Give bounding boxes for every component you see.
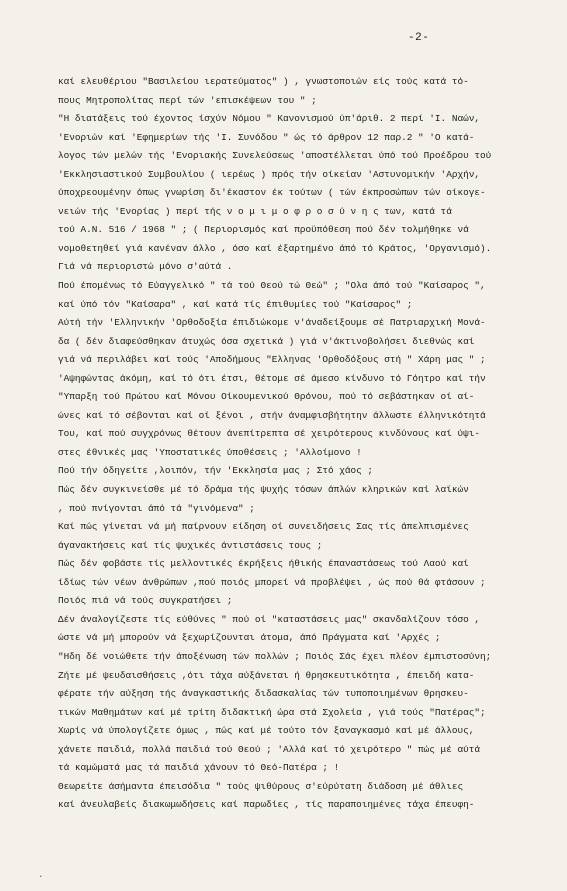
text-line: ώνες καί τό σέβονται καί οί ξένοι , στήν άναμφισβήτητην άλλωστε έλληνικότητά: [58, 409, 486, 421]
text-line: 'Αψηφώντας άκόμη, καί τό ότι έτσι, θέτομε σέ άμεσο κίνδυνο τό Γόητρο καί τήν: [58, 372, 486, 384]
text-line: Γιά νά περιοριστώ μόνο σ'αύτά .: [58, 261, 233, 273]
text-line: Πώς δέν συγκινείσθε μέ τό δράμα τής ψυχής τόσων άπλών κληρικών καί λαϊκών: [58, 484, 469, 496]
text-line: 'Ενοριών καί 'Εφημερίων τής 'Ι. Συνόδου " ώς τό άρθρον 12 παρ.2 " 'Ο κατά-: [58, 131, 475, 143]
text-line: Πώς δέν φοβάστε τίς μελλοντικές έκρήξεις ήθικής έπαναστάσεως τού Λαού καί: [58, 558, 469, 570]
text-line: Ποιός πιά νά τούς συγκρατήσει ;: [58, 595, 233, 607]
text-line: άγανακτήσεις καί τίς ψυχικές άντιστάσεις τους ;: [58, 539, 323, 551]
text-line: δα ( δέν διαφεύσθηκαν άτυχώς όσα σχετικά ) γιά ν'άκτινοβολήσει διεθνώς καί: [58, 335, 475, 347]
text-line: "Υπαρξη τού Πρώτου καί Μόνου Οίκουμενικού Θρόνου, πού τό σεβάστηκαν οί αί-: [58, 391, 475, 403]
text-line: γιά νά περιλάβει καί τούς 'Αποδήμους "Ελληνας 'Ορθοδόξους στή " Χάρη μας " ;: [58, 354, 486, 366]
text-line: ίδίως τών νέων άνθρώπων ,πού ποιός μπορεί νά προβλέψει , ώς πού θά φτάσουν ;: [58, 576, 486, 588]
margin-mark: ·: [38, 872, 44, 882]
text-line: Δέν άναλογίζεστε τίς εύθύνες " πού οί "καταστάσεις μας" σκανδαλίζουν τόσο ,: [58, 613, 480, 625]
text-line: λογος τών μελών τής 'Ενοριακής Συνελεύσεως 'αποστέλλεται ύπό τού Προέδρου τού: [58, 150, 492, 162]
text-line: Πού έπομένως τό Εύαγγελικό " τά τού Θεού τώ Θεώ" ; "Ολα άπό τού "Καίσαρος ",: [58, 280, 486, 292]
text-line: τά καμώματά μας τά παιδιά χάνουν τό Θεό-Πατέρα ; !: [58, 762, 340, 774]
document-body: [58, 73, 560, 815]
text-line: καί ύπό τόν "Καίσαρα" , καί κατά τίς έπιθυμίες τού "Καίσαρος" ;: [58, 298, 413, 310]
text-line: ύποχρεουμένην όπως γνωρίση δι'έκαστον έκ τούτων ( τών έκπροσώπων τών οίκογε-: [58, 187, 486, 199]
text-line: χάνετε παιδιά, πολλά παιδιά τού Θεού ; 'Αλλά καί τό χειρότερο " πώς μέ αύτά: [58, 743, 480, 755]
text-line: Χωρίς νά ύπολογίζετε όμως , πώς καί μέ τούτο τόν ξαναγκασμό καί μέ άλλους,: [58, 725, 475, 737]
text-line: Αύτή τήν 'Ελληνικήν 'Ορθοδοξία έπιδιώκομε ν'άναδείξουμε σέ Πατριαρχική Μονά-: [58, 317, 486, 329]
text-line: τικών Μαθημάτων καί μέ τρίτη διδακτική ώρα στά Σχολεία , γιά τούς "Πατέρας";: [58, 706, 486, 718]
text-line: νειών τής 'Ενορίας ) περί τής ν ο μ ι μ ο φ ρ ο σ ύ ν η ς των, κατά τά: [58, 205, 452, 217]
text-line: φέρατε τήν αύξηση τής άναγκαστικής διδασκαλίας τών τυποποιημένων θρησκευ-: [58, 688, 469, 700]
text-line: νομοθετηθεί γιά κανέναν άλλο , όσο καί έξαρτημένο άπό τό Κράτος, 'Οργανισμό).: [58, 242, 492, 254]
page-number: -2-: [408, 32, 430, 44]
text-line: Ζήτε μέ ψευδαισθήσεις ,ότι τάχα αύξάνεται ή θρησκευτικότητα , έπειδή κατα-: [58, 669, 475, 681]
text-line: Πού τήν όδηγείτε ,λοιπόν, τήν 'Εκκλησία μας ; Στό χάος ;: [58, 465, 374, 477]
text-line: καί άνευλαβείς διακωμωδήσεις καί παρωδίες , τίς παραποιημένες τάχα έπευφη-: [58, 799, 475, 811]
text-line: τού Α.Ν. 516 / 1968 " ; ( Περιορισμός καί προϋπόθεση πού δέν τολμήθηκε νά: [58, 224, 469, 236]
text-line: , πού πνίγονται άπό τά "γινόμενα" ;: [58, 502, 255, 514]
text-line: Του, καί πού συγχρόνως θέτουν άνεπίτρεπτα σέ χειρότερους κινδύνους καί ύψι-: [58, 428, 480, 440]
text-line: Καί πώς γίνεται νά μή παίρνουν είδηση οί συνειδήσεις Σας τίς άπελπισμένες: [58, 521, 469, 533]
text-line: Θεωρείτε άσήμαντα έπεισόδια " τούς ψιθύρους σ'εύρύτατη διάδοση μέ άθλιες: [58, 780, 464, 792]
text-line: καί ελευθέριου "Βασιλείου ιερατεύματος" ) , γνωστοποιών είς τούς κατά τό-: [58, 76, 469, 87]
text-line: ώστε νά μή μπορούν νά ξεχωρίζουνται άτομα, άπό Πράγματα καί 'Αρχές ;: [58, 632, 441, 644]
text-line: πους Μητροπολίτας περί τών 'επισκέψεων του " ;: [58, 94, 317, 106]
text-line: "Η διατάξεις τού έχοντος ίσχύν Νόμου " Κανονισμού ύπ'άριθ. 2 περί 'Ι. Ναών,: [58, 113, 480, 125]
text-line: "Ηδη δέ νοιώθετε τήν άποξένωση τών πολλών ; Ποιός Σάς έχει πλέον έμπιστοσύνη;: [58, 650, 492, 662]
text-line: στες έθνικές μας 'Υποστατικές ύποθέσεις ; 'Αλλοίμονο !: [58, 446, 362, 458]
text-line: 'Εκκλησιαστικού Συμβουλίου ( ιερέως ) πρός τήν οίκείαν 'Αστυνομικήν 'Αρχήν,: [58, 168, 480, 180]
